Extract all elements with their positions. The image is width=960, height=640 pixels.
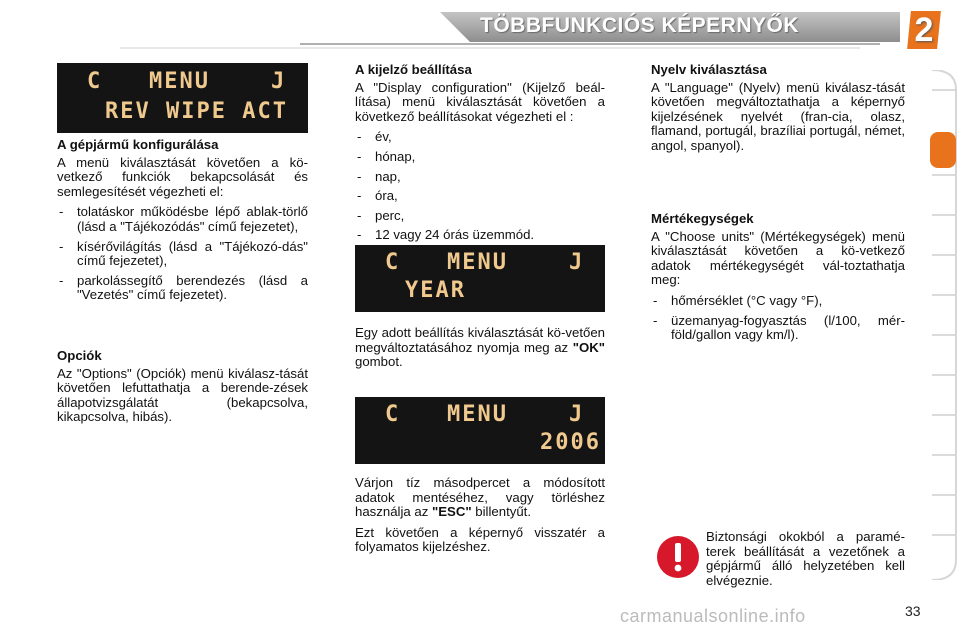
lcd-display-vehicle-config bbox=[57, 63, 308, 133]
heading-units: Mértékegységek bbox=[651, 211, 754, 226]
heading-vehicle-config: A gépjármű konfigurálása bbox=[57, 137, 219, 152]
lcd-menu-label: MENU bbox=[149, 69, 210, 94]
paragraph-language: A "Language" (Nyelv) menü kiválasz-tását követően megváltoztathatja a képernyő kijelzésének nyelvét (fran-cia, olasz, flamand, portugál, brazíliai portugál, német, angol, spanyol). bbox=[651, 79, 905, 153]
text: Egy adott beállítás kiválasztását kö-vetően megváltoztatásához nyomja meg az bbox=[355, 325, 605, 355]
ok-instruction bbox=[355, 326, 605, 376]
text: Várjon tíz másodpercet a módosított adatok mentéséhez, vagy törléshez használja az bbox=[355, 475, 605, 520]
lcd-menu-marker-left: C bbox=[385, 402, 401, 427]
lcd-menu-marker-right: J bbox=[569, 402, 585, 427]
text: gombot. bbox=[355, 354, 403, 370]
lcd-menu-label: MENU bbox=[447, 250, 508, 275]
esc-instruction bbox=[355, 476, 605, 561]
lcd-setting-label: YEAR bbox=[405, 278, 466, 303]
lcd-value: 2006 bbox=[540, 430, 601, 455]
esc-key-label: "ESC" bbox=[431, 504, 472, 520]
list-item: - hőmérséklet (°C vagy °F), bbox=[651, 294, 905, 309]
list-item: - nap, bbox=[355, 170, 605, 185]
list-item: - 12 vagy 24 órás üzemmód. bbox=[355, 228, 605, 243]
vehicle-config-list bbox=[57, 205, 308, 303]
list-item: - tolatáskor működésbe lépő ablak-törlő (lásd a "Tájékozódás" című fejezetet), bbox=[57, 205, 308, 234]
options-section bbox=[57, 349, 308, 431]
paragraph-units: A "Choose units" (Mértékegységek) menü kiválasztását követően a kö-vetkező adatok mértékegységét vál-toztathatja meg: bbox=[651, 228, 905, 288]
list-item: - üzemanyag-fogyasztás (l/100, mér-föld/gallon vagy km/l). bbox=[651, 314, 905, 343]
lcd-menu-marker-left: C bbox=[87, 69, 103, 94]
heading-language: Nyelv kiválasztása bbox=[651, 62, 767, 77]
units-section bbox=[651, 212, 905, 348]
page-title: TÖBBFUNKCIÓS KÉPERNYŐK bbox=[480, 14, 800, 37]
paragraph-display-config: A "Display configuration" (Kijelző beál-lítása) menü kiválasztását követően a következő beállításokat végezheti el : bbox=[355, 79, 605, 124]
paragraph-esc bbox=[355, 476, 605, 520]
watermark: carmanualsonline.info bbox=[620, 606, 806, 626]
page-header bbox=[0, 0, 960, 55]
paragraph-return: Ezt követően a képernyő visszatér a folyamatos kijelzéshez. bbox=[355, 524, 605, 555]
lcd-menu-marker-right: J bbox=[569, 250, 585, 275]
text: billentyűt. bbox=[471, 504, 531, 520]
lcd-display-year bbox=[355, 245, 605, 312]
column-2 bbox=[355, 63, 605, 248]
lcd-menu-label: MENU bbox=[447, 402, 508, 427]
lcd-function-label: REV WIPE ACT bbox=[105, 99, 288, 124]
language-section bbox=[651, 63, 905, 160]
paragraph-options: Az "Options" (Opciók) menü kiválasz-tását követően lefuttathatja a berende-zések állapotvizsgálatát (bekapcsolva, kikapcsolva, hibás). bbox=[57, 365, 308, 425]
lcd-menu-marker-right: J bbox=[271, 69, 287, 94]
list-item: - perc, bbox=[355, 209, 605, 224]
warning-note bbox=[706, 530, 905, 594]
ok-key-label: "OK" bbox=[572, 339, 605, 355]
page-number: 33 bbox=[905, 603, 921, 619]
heading-display-config: A kijelző beállítása bbox=[355, 62, 472, 77]
chapter-number: 2 bbox=[914, 11, 934, 49]
column-1 bbox=[57, 138, 308, 308]
lcd-display-year-value bbox=[355, 397, 605, 464]
list-item: - óra, bbox=[355, 189, 605, 204]
chapter-tabs bbox=[926, 70, 960, 580]
paragraph-vehicle-config: A menü kiválasztását követően a kö-vetkező funkciók bekapcsolását és semlegesítését végezheti el: bbox=[57, 154, 308, 199]
list-item: - év, bbox=[355, 130, 605, 145]
heading-options: Opciók bbox=[57, 348, 102, 363]
list-item: - parkolássegítő berendezés (lásd a "Vezetés" című fejezetet). bbox=[57, 274, 308, 303]
paragraph-ok bbox=[355, 326, 605, 370]
lcd-menu-marker-left: C bbox=[385, 250, 401, 275]
list-item: - hónap, bbox=[355, 150, 605, 165]
warning-text: Biztonsági okokból a paramé-terek beállítását a vezetőnek a gépjármű álló helyzetében kell elvégeznie. bbox=[706, 529, 905, 588]
list-item: - kísérővilágítás (lásd a "Tájékozó-dás" című fejezetet), bbox=[57, 240, 308, 269]
display-config-list bbox=[355, 130, 605, 243]
units-list bbox=[651, 294, 905, 343]
warning-icon bbox=[656, 535, 700, 579]
